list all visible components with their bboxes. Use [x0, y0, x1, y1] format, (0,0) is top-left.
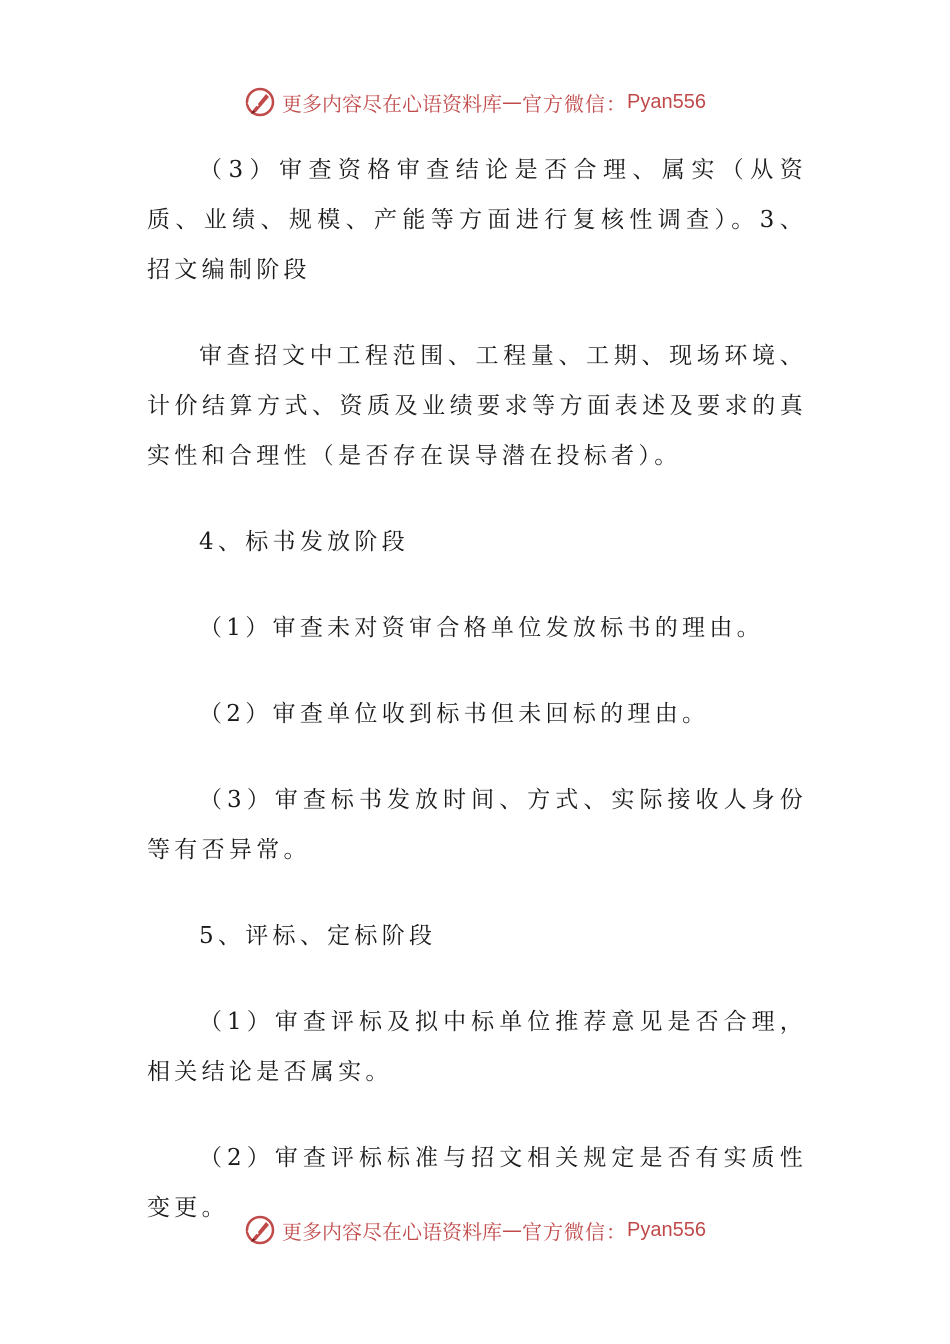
banner-main-text: 更多内容尽在心语资料库 [282, 1219, 503, 1244]
banner-wechat-label: 官方微信： [522, 91, 628, 116]
paragraph-4-1: （1）审查未对资审合格单位发放标书的理由。 [199, 615, 764, 641]
pen-logo-icon [244, 86, 276, 118]
pen-logo-icon [244, 1214, 276, 1246]
banner-wechat-id: Pyan556 [627, 1218, 706, 1241]
paragraph-5-2: （2）审查评标标准与招文相关规定是否有实质性变更。 [147, 1145, 807, 1221]
paragraph-2: 审查招文中工程范围、工程量、工期、现场环境、计价结算方式、资质及业绩要求等方面表述及要求的真实性和合理性（是否存在误导潜在投标者）。 [147, 343, 807, 469]
footer-watermark-banner [0, 1210, 950, 1250]
banner-dash: — [502, 1218, 523, 1242]
paragraph-5-1: （1）审查评标及拟中标单位推荐意见是否合理，相关结论是否属实。 [147, 1009, 807, 1085]
banner-main-text: 更多内容尽在心语资料库 [282, 91, 503, 116]
banner-wechat-label: 官方微信： [522, 1219, 628, 1244]
section-heading-5: 5、评标、定标阶段 [199, 923, 437, 949]
document-body [147, 145, 807, 1269]
paragraph-1: （3）审查资格审查结论是否合理、属实（从资质、业绩、规模、产能等方面进行复核性调查）。3、招文编制阶段 [147, 157, 807, 283]
header-watermark-banner [0, 82, 950, 122]
banner-wechat-id: Pyan556 [627, 90, 706, 113]
paragraph-4-2: （2）审查单位收到标书但未回标的理由。 [199, 701, 710, 727]
banner-dash: — [502, 90, 523, 114]
section-heading-4: 4、标书发放阶段 [199, 529, 410, 555]
paragraph-4-3: （3）审查标书发放时间、方式、实际接收人身份等有否异常。 [147, 787, 807, 863]
